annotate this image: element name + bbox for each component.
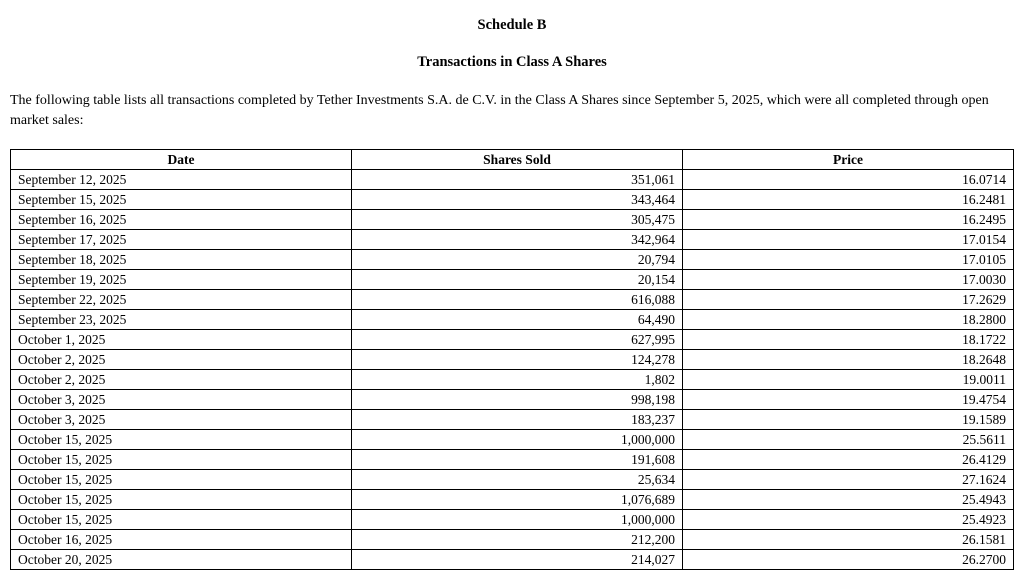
price-cell: 25.5611: [683, 430, 1014, 450]
shares-cell: 998,198: [352, 390, 683, 410]
shares-cell: 64,490: [352, 310, 683, 330]
table-row: [11, 290, 1014, 310]
table-row: [11, 230, 1014, 250]
intro-paragraph: The following table lists all transactions completed by Tether Investments S.A. de C.V. in the Class A Shares since September 5, 2025, which were all completed through open market sales:: [10, 93, 989, 129]
shares-cell: 20,154: [352, 270, 683, 290]
date-cell: October 16, 2025: [11, 530, 352, 550]
date-cell: October 15, 2025: [11, 470, 352, 490]
date-cell: October 15, 2025: [11, 430, 352, 450]
shares-cell: 627,995: [352, 330, 683, 350]
shares-cell: 305,475: [352, 210, 683, 230]
table-row: [11, 370, 1014, 390]
price-cell: 18.2648: [683, 350, 1014, 370]
shares-cell: 616,088: [352, 290, 683, 310]
price-cell: 27.1624: [683, 470, 1014, 490]
date-cell: September 22, 2025: [11, 290, 352, 310]
shares-cell: 342,964: [352, 230, 683, 250]
shares-cell: 343,464: [352, 190, 683, 210]
table-row: [11, 490, 1014, 510]
table-header-row: [11, 150, 1014, 170]
table-row: [11, 210, 1014, 230]
date-cell: September 17, 2025: [11, 230, 352, 250]
price-cell: 26.1581: [683, 530, 1014, 550]
shares-cell: 20,794: [352, 250, 683, 270]
header-date: Date: [11, 150, 352, 170]
shares-cell: 212,200: [352, 530, 683, 550]
price-cell: 18.2800: [683, 310, 1014, 330]
price-cell: 19.4754: [683, 390, 1014, 410]
date-cell: September 16, 2025: [11, 210, 352, 230]
header-price: Price: [683, 150, 1014, 170]
price-cell: 17.2629: [683, 290, 1014, 310]
date-cell: October 15, 2025: [11, 510, 352, 530]
table-row: [11, 430, 1014, 450]
price-cell: 17.0105: [683, 250, 1014, 270]
shares-cell: 25,634: [352, 470, 683, 490]
table-row: [11, 410, 1014, 430]
date-cell: October 15, 2025: [11, 450, 352, 470]
shares-cell: 1,000,000: [352, 510, 683, 530]
table-row: [11, 190, 1014, 210]
price-cell: 16.0714: [683, 170, 1014, 190]
price-cell: 16.2495: [683, 210, 1014, 230]
shares-cell: 214,027: [352, 550, 683, 570]
table-row: [11, 530, 1014, 550]
date-cell: September 23, 2025: [11, 310, 352, 330]
date-cell: October 2, 2025: [11, 350, 352, 370]
table-row: [11, 550, 1014, 570]
table-row: [11, 450, 1014, 470]
table-row: [11, 390, 1014, 410]
table-row: [11, 510, 1014, 530]
shares-cell: 1,000,000: [352, 430, 683, 450]
date-cell: September 19, 2025: [11, 270, 352, 290]
price-cell: 18.1722: [683, 330, 1014, 350]
date-cell: October 1, 2025: [11, 330, 352, 350]
date-cell: September 15, 2025: [11, 190, 352, 210]
table-row: [11, 170, 1014, 190]
transactions-table-body: [11, 170, 1014, 570]
header-shares-sold: Shares Sold: [352, 150, 683, 170]
date-cell: September 18, 2025: [11, 250, 352, 270]
shares-cell: 124,278: [352, 350, 683, 370]
table-row: [11, 350, 1014, 370]
price-cell: 26.2700: [683, 550, 1014, 570]
price-cell: 17.0154: [683, 230, 1014, 250]
shares-cell: 183,237: [352, 410, 683, 430]
table-row: [11, 250, 1014, 270]
shares-cell: 1,802: [352, 370, 683, 390]
shares-cell: 191,608: [352, 450, 683, 470]
date-cell: October 20, 2025: [11, 550, 352, 570]
table-row: [11, 330, 1014, 350]
price-cell: 19.0011: [683, 370, 1014, 390]
transactions-table: [10, 149, 1014, 570]
date-cell: October 15, 2025: [11, 490, 352, 510]
price-cell: 25.4943: [683, 490, 1014, 510]
shares-cell: 351,061: [352, 170, 683, 190]
date-cell: October 3, 2025: [11, 410, 352, 430]
date-cell: September 12, 2025: [11, 170, 352, 190]
schedule-subtitle: Transactions in Class A Shares: [417, 54, 607, 70]
price-cell: 17.0030: [683, 270, 1014, 290]
date-cell: October 3, 2025: [11, 390, 352, 410]
table-row: [11, 310, 1014, 330]
schedule-title: Schedule B: [477, 17, 547, 33]
date-cell: October 2, 2025: [11, 370, 352, 390]
table-row: [11, 270, 1014, 290]
table-row: [11, 470, 1014, 490]
price-cell: 25.4923: [683, 510, 1014, 530]
shares-cell: 1,076,689: [352, 490, 683, 510]
price-cell: 26.4129: [683, 450, 1014, 470]
price-cell: 19.1589: [683, 410, 1014, 430]
price-cell: 16.2481: [683, 190, 1014, 210]
